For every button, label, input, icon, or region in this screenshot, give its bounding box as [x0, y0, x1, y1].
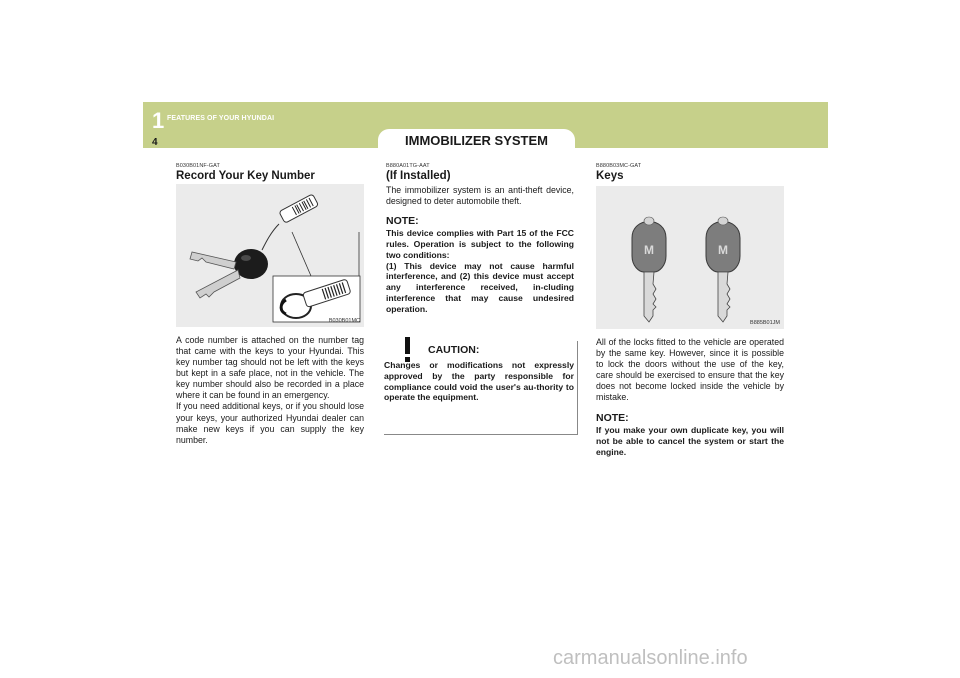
section-code: B880B03MC-GAT — [596, 163, 642, 169]
section-heading: Record Your Key Number — [176, 170, 315, 182]
column-keys — [596, 163, 784, 458]
caution-box — [384, 341, 578, 435]
key-with-tag-icon — [176, 184, 364, 327]
chapter-number: 1 — [152, 108, 165, 133]
section-heading: (If Installed) — [386, 170, 451, 182]
key-logo-letter: M — [644, 243, 654, 257]
image-code: B885B01JM — [750, 320, 780, 326]
section-code: B030B01NF-GAT — [176, 163, 220, 169]
key-right — [706, 217, 740, 322]
watermark: carmanualsonline.info — [553, 647, 748, 669]
key-tag-illustration — [176, 184, 364, 327]
keys-illustration — [596, 186, 784, 329]
page-number: 4 — [152, 137, 158, 148]
note-title: NOTE: — [596, 412, 629, 425]
caution-title: CAUTION: — [428, 344, 480, 356]
warning-exclamation-icon — [392, 333, 422, 363]
chapter-title: FEATURES OF YOUR HYUNDAI — [167, 115, 275, 122]
body-paragraph: If you need additional keys, or if you should lose your keys, your authorized Hyundai dealer can make new keys if you can supply the key number. — [176, 401, 364, 445]
section-code: B880A01TG-AAT — [386, 163, 430, 169]
note-text: If you make your own duplicate key, you will not be able to cancel the system or start the engine. — [596, 425, 784, 458]
key-left — [632, 217, 666, 322]
two-keys-icon — [596, 186, 784, 329]
note-title: NOTE: — [386, 215, 419, 228]
caution-text: Changes or modifications not expressly approved by the party responsible for compliance could void the user's au-thority to operate the equipment. — [384, 360, 574, 403]
column-record-key-number — [176, 163, 364, 446]
column-immobilizer — [386, 163, 574, 315]
section-heading: Keys — [596, 170, 624, 182]
note-text: (1) This device may not cause harmful interference, and (2) this device must accept any interference received, in-cluding interference that may cause undesired operation. — [386, 260, 574, 314]
body-paragraph: All of the locks fitted to the vehicle are operated by the same key. However, since it is possible to lock the doors without the use of the key, care should be exercised to ensure that the key does not become locked inside the vehicle by mistake. — [596, 337, 784, 403]
section-title: IMMOBILIZER SYSTEM — [378, 129, 575, 151]
note-text: This device complies with Part 15 of the FCC rules. Operation is subject to the following two conditions: — [386, 228, 574, 260]
key-logo-letter: M — [718, 243, 728, 257]
body-paragraph: The immobilizer system is an anti-theft device, designed to deter automobile theft. — [386, 185, 574, 207]
body-paragraph: A code number is attached on the number tag that came with the keys to your Hyundai. This key number tag should not be left with the keys but kept in a safe place, not in the vehicle. The key number should also be recorded in a place where it can be found in an emergency. — [176, 335, 364, 401]
image-code: B030B01MC — [328, 318, 360, 324]
